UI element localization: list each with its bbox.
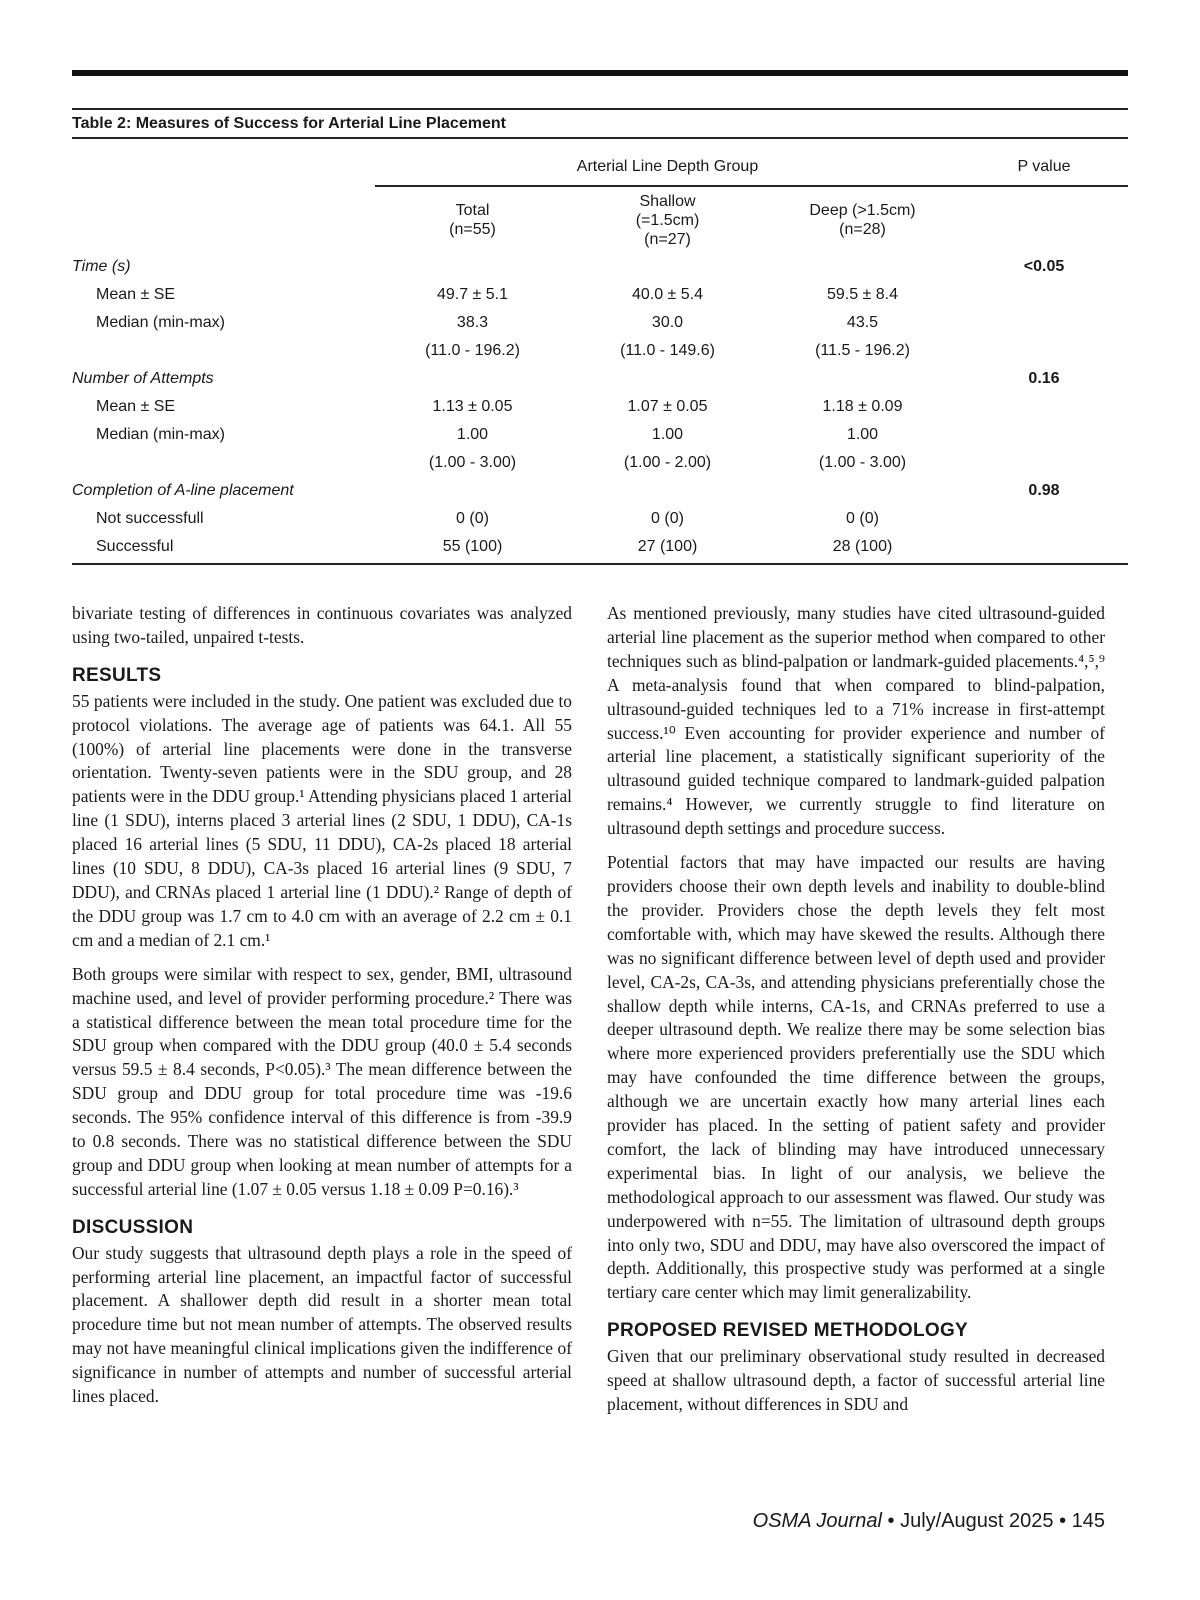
left-column (72, 602, 572, 1419)
deep-value (765, 477, 960, 505)
row-label: Time (s) (72, 258, 131, 275)
p-value (960, 449, 1128, 477)
shallow-value: (11.0 - 149.6) (620, 342, 715, 359)
total-value: (1.00 - 3.00) (428, 454, 517, 471)
deep-column-header: Deep (>1.5cm) (n=28) (809, 202, 916, 238)
shallow-value: 1.00 (651, 426, 684, 443)
total-value: 0 (0) (456, 510, 489, 527)
row-label: Number of Attempts (72, 370, 214, 387)
deep-value: (1.00 - 3.00) (818, 454, 907, 471)
table-row (72, 337, 1128, 365)
table-column-header-row (72, 186, 1128, 253)
shallow-value (570, 365, 765, 393)
shallow-value: 30.0 (651, 314, 684, 331)
table-section-row (72, 365, 1128, 393)
table-row (72, 393, 1128, 421)
discussion-paragraph-1: Our study suggests that ultrasound depth plays a role in the speed of performing arterial line placement, an impactful factor of successful placement. A shallower depth did result in a shorter mean total procedure time but not mean number of attempts. The observed results may not have meaningful clinical implications given the indifference of significance in number of attempts and number of successful arterial lines placed. (72, 1242, 572, 1407)
discussion-heading: DISCUSSION (72, 1216, 194, 1238)
shallow-value: 0 (0) (651, 510, 684, 527)
shallow-value: 40.0 ± 5.4 (631, 286, 704, 303)
total-value (375, 253, 570, 281)
results-heading: RESULTS (72, 664, 162, 686)
table-row (72, 309, 1128, 337)
total-column-header: Total (n=55) (449, 202, 496, 238)
table-row (72, 533, 1128, 564)
table-row (72, 281, 1128, 309)
deep-value: 28 (100) (765, 533, 960, 564)
total-value: (11.0 - 196.2) (425, 342, 520, 359)
deep-value: 1.18 ± 0.09 (822, 398, 903, 415)
table-title: Table 2: Measures of Success for Arterial Line Placement (72, 110, 1128, 139)
page-top-rule (72, 70, 1128, 76)
total-value: 1.00 (456, 426, 489, 443)
table-group-header-row (72, 149, 1128, 186)
p-value (960, 309, 1128, 337)
shallow-value (570, 477, 765, 505)
methodology-paragraph: Given that our preliminary observational study resulted in decreased speed at shallow ultrasound depth, a factor of successful arterial line placement, without differences in SDU and (607, 1346, 1105, 1414)
table-row (72, 449, 1128, 477)
total-value: 38.3 (456, 314, 489, 331)
deep-value (765, 253, 960, 281)
p-value (960, 393, 1128, 421)
results-table (72, 108, 1128, 565)
table-section-row (72, 477, 1128, 505)
methodology-heading: PROPOSED REVISED METHODOLOGY (607, 1320, 969, 1342)
deep-value: 0 (0) (846, 510, 879, 527)
table-row (72, 505, 1128, 533)
discussion-paragraph-2: As mentioned previously, many studies have cited ultrasound-guided arterial line placement as the superior method when compared to other techniques such as blind-palpation or landmark-guided placements.⁴,⁵,⁹ A meta-analysis found that when compared to blind-palpation, ultrasound-guided techniques led to a 71% increase in first-attempt success.¹⁰ Even accounting for provider experience and number of arterial line placement, a statistically significant superiority of the ultrasound guided technique compared to landmark-guided palpation remains.⁴ However, we currently struggle to find literature on ultrasound depth settings and procedure success. (607, 603, 1105, 839)
page-footer (753, 1510, 1105, 1533)
p-value (960, 533, 1128, 564)
p-value: <0.05 (1023, 258, 1065, 275)
p-value (960, 505, 1128, 533)
deep-value (765, 365, 960, 393)
shallow-value (570, 253, 765, 281)
total-value: 49.7 ± 5.1 (436, 286, 509, 303)
row-label: Mean ± SE (96, 398, 176, 415)
total-value (375, 365, 570, 393)
deep-value: 43.5 (846, 314, 879, 331)
row-label (72, 449, 375, 477)
depth-group-header: Arterial Line Depth Group (375, 149, 960, 186)
table-row (72, 421, 1128, 449)
shallow-value: 1.07 ± 0.05 (627, 398, 708, 415)
discussion-paragraph-3: Potential factors that may have impacted our results are having providers choose their own depth levels and inability to double-blind the provider. Providers chose the depth levels they felt most comfortable with, which may have skewed the results. Although there was no significant difference between level of depth used and provider level, CA-2s, CA-3s, and attending physicians preferentially chose the shallow depth while interns, CA-1s, and CRNAs preferred to use a deeper ultrasound depth. We realize there may be some selection bias where more experienced providers preferentially use the SDU which may have confounded the time difference between the groups, although we are uncertain exactly how many arterial lines each provider has placed. In the setting of patient safety and provider comfort, the lack of blinding may have introduced unnecessary experimental bias. In light of our analysis, we believe the methodological approach to our assessment was flawed. Our study was underpowered with n=55. The limitation of ultrasound depth groups into only two, SDU and DDU, may have also overscored the impact of depth. Additionally, this prospective study was performed at a single tertiary care center which may limit generalizability. (607, 852, 1105, 1303)
stats-table (72, 149, 1128, 565)
p-value (960, 421, 1128, 449)
shallow-value: 27 (100) (570, 533, 765, 564)
deep-value: (11.5 - 196.2) (815, 342, 910, 359)
p-value (960, 337, 1128, 365)
results-paragraph-1: 55 patients were included in the study. One patient was excluded due to protocol violations. The average age of patients was 64.1. All 55 (100%) of arterial line placements were done in the transverse orientation. Twenty-seven patients were in the SDU group, and 28 patients were in the DDU group.¹ Attending physicians placed 1 arterial line (1 SDU), interns placed 3 arterial lines (2 SDU, 1 DDU), CA-1s placed 16 arterial lines (5 SDU, 11 DDU), CA-2s placed 18 arterial lines (10 SDU, 8 DDU), CA-3s placed 16 arterial lines (9 SDU, 7 DDU), and CRNAs placed 1 arterial line (1 DDU).² Range of depth of the DDU group was 1.7 cm to 4.0 cm with an average of 2.2 cm ± 0.1 cm and a median of 2.1 cm.¹ (72, 690, 572, 950)
row-label (72, 337, 375, 365)
row-label: Median (min-max) (96, 426, 225, 443)
total-value: 55 (100) (375, 533, 570, 564)
total-value (375, 477, 570, 505)
table-body (72, 253, 1128, 564)
row-label: Median (min-max) (96, 314, 225, 331)
deep-value: 59.5 ± 8.4 (826, 286, 899, 303)
p-value-header: P value (960, 149, 1128, 186)
issue-and-page: • July/August 2025 • 145 (881, 1510, 1105, 1532)
deep-value: 1.00 (846, 426, 879, 443)
row-label: Not successfull (96, 510, 204, 527)
shallow-value: (1.00 - 2.00) (623, 454, 712, 471)
results-paragraph-2: Both groups were similar with respect to sex, gender, BMI, ultrasound machine used, and level of provider performing procedure.² There was a statistical difference between the mean total procedure time for the SDU group when compared with the DDU group (40.0 ± 5.4 seconds versus 59.5 ± 8.4 seconds, P<0.05).³ The mean difference between the SDU group and DDU group for total procedure time was -19.6 seconds. The 95% confidence interval of this difference is from -39.9 to 0.8 seconds. There was no statistical difference between the SDU group and DDU group when looking at mean number of attempts for a successful arterial line (1.07 ± 0.05 versus 1.18 ± 0.09 P=0.16).³ (72, 963, 572, 1199)
p-value (960, 281, 1128, 309)
p-value: 0.16 (1028, 370, 1060, 387)
journal-name: OSMA Journal (752, 1510, 882, 1532)
row-label: Completion of A-line placement (72, 482, 294, 499)
row-label: Successful (72, 533, 375, 564)
methods-continuation: bivariate testing of differences in continuous covariates was analyzed using two-tailed, unpaired t-tests. (72, 603, 572, 647)
shallow-column-header: Shallow (=1.5cm) (n=27) (635, 192, 700, 248)
right-column (607, 602, 1105, 1427)
total-value: 1.13 ± 0.05 (432, 398, 513, 415)
table-section-row (72, 253, 1128, 281)
p-value: 0.98 (1028, 482, 1060, 499)
row-label: Mean ± SE (96, 286, 176, 303)
